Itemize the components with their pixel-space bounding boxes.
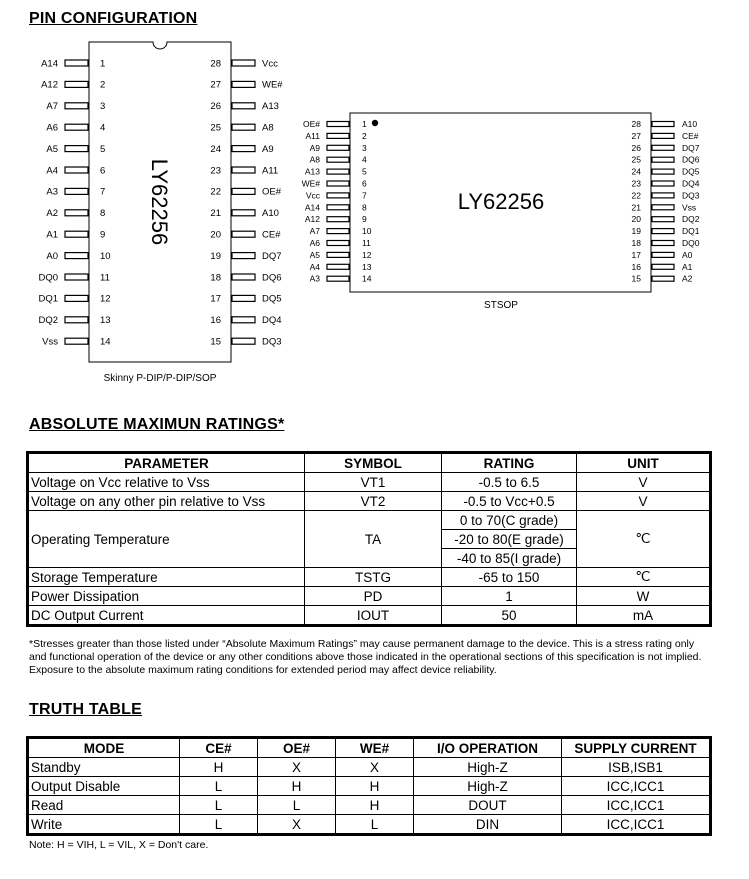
pin-lead (327, 276, 349, 281)
pin-lead (232, 231, 255, 237)
pin-name: A7 (46, 101, 58, 113)
col-oe: OE# (258, 738, 336, 758)
pin-name: A0 (46, 250, 58, 262)
stsop-caption: STSOP (484, 300, 518, 311)
pin-name: A14 (304, 202, 320, 213)
pin-number: 15 (631, 273, 641, 284)
pin-lead (327, 157, 349, 162)
ce-cell: L (180, 777, 258, 796)
pin-name: DQ2 (682, 214, 700, 225)
pin-number: 13 (100, 315, 111, 327)
rating-cell: -65 to 150 (442, 568, 577, 587)
we-cell: X (336, 758, 414, 777)
pin-name: A8 (262, 122, 274, 134)
pin-number: 14 (362, 273, 372, 284)
pin-lead (652, 145, 674, 150)
pin-number: 12 (100, 293, 111, 305)
pin-lead (652, 264, 674, 269)
pin-name: DQ4 (682, 178, 700, 189)
table-row (28, 777, 711, 796)
pin-number: 19 (631, 226, 641, 237)
table-row (28, 815, 711, 835)
pin-number: 24 (210, 143, 221, 155)
pin-lead (232, 210, 255, 216)
supply-cell: ICC,ICC1 (562, 796, 711, 815)
pin-lead (232, 295, 255, 301)
table-row (28, 758, 711, 777)
pin-name: OE# (302, 118, 320, 129)
pin-name: A10 (262, 208, 279, 220)
pin-lead (327, 193, 349, 198)
param-cell: Voltage on any other pin relative to Vss (28, 492, 305, 511)
ce-cell: H (180, 758, 258, 777)
symbol-cell: TSTG (305, 568, 442, 587)
pin-lead (652, 252, 674, 257)
table-row (28, 492, 711, 511)
pin-lead (652, 133, 674, 138)
mode-cell: Output Disable (28, 777, 180, 796)
pin-number: 21 (210, 208, 221, 220)
unit-cell: ℃ (577, 511, 711, 568)
pin-diagrams (0, 0, 749, 400)
pin-lead (652, 241, 674, 246)
pin-number: 11 (100, 272, 110, 284)
table-header-row (28, 738, 711, 758)
table-row (28, 473, 711, 492)
rating-cell: -0.5 to 6.5 (442, 473, 577, 492)
pin-lead (232, 338, 255, 344)
symbol-cell: TA (305, 511, 442, 568)
mode-cell: Standby (28, 758, 180, 777)
table-header-row (28, 453, 711, 473)
pin-lead (327, 145, 349, 150)
symbol-cell: PD (305, 587, 442, 606)
pin-name: A14 (41, 58, 58, 70)
we-cell: H (336, 796, 414, 815)
abs-ratings-heading: ABSOLUTE MAXIMUN RATINGS* (29, 416, 285, 433)
pin-number: 2 (362, 130, 367, 141)
pin-name: DQ1 (682, 226, 700, 237)
io-cell: DOUT (414, 796, 562, 815)
pin-number: 23 (210, 165, 221, 177)
ce-cell: L (180, 815, 258, 835)
param-cell: Operating Temperature (28, 511, 305, 568)
pin-number: 13 (362, 261, 372, 272)
pin-name: DQ4 (262, 315, 282, 327)
pin-number: 28 (631, 118, 641, 129)
rating-cell: 50 (442, 606, 577, 626)
pin-number: 7 (362, 190, 367, 201)
symbol-cell: VT2 (305, 492, 442, 511)
pin-number: 5 (362, 166, 367, 177)
oe-cell: L (258, 796, 336, 815)
pin-name: A2 (682, 273, 693, 284)
pin-name: A5 (309, 249, 320, 260)
col-parameter: PARAMETER (28, 453, 305, 473)
unit-cell: V (577, 492, 711, 511)
pin-name: DQ2 (38, 315, 58, 327)
abs-ratings-table (26, 451, 712, 627)
pin-number: 10 (362, 226, 372, 237)
pin-name: WE# (301, 178, 320, 189)
pin-name: A1 (46, 229, 58, 241)
pin-name: DQ7 (682, 142, 700, 153)
pin-lead (65, 188, 88, 194)
pin-number: 25 (210, 122, 221, 134)
col-supply-current: SUPPLY CURRENT (562, 738, 711, 758)
pin-number: 7 (100, 186, 106, 198)
stsop-chip-label: LY62256 (457, 189, 545, 214)
pin-name: DQ1 (38, 293, 58, 305)
pin-number: 2 (100, 79, 106, 91)
pin-lead (65, 210, 88, 216)
pin-lead (65, 124, 88, 130)
pin-number: 20 (631, 214, 641, 225)
pin-number: 26 (210, 101, 221, 113)
pin-name: Vcc (305, 190, 320, 201)
col-unit: UNIT (577, 453, 711, 473)
pin-lead (327, 217, 349, 222)
col-symbol: SYMBOL (305, 453, 442, 473)
pin-name: A12 (304, 214, 320, 225)
io-cell: DIN (414, 815, 562, 835)
pin-lead (65, 274, 88, 280)
col-rating: RATING (442, 453, 577, 473)
pin-name: A7 (309, 226, 320, 237)
pin-number: 16 (631, 261, 641, 272)
pin-name: Vss (682, 202, 697, 213)
pin-number: 3 (362, 142, 367, 153)
pin-number: 15 (210, 336, 221, 348)
symbol-cell: VT1 (305, 473, 442, 492)
pin-name: A9 (309, 142, 320, 153)
symbol-cell: IOUT (305, 606, 442, 626)
rating-cell: -20 to 80(E grade) (442, 530, 577, 549)
pin-name: OE# (262, 186, 282, 198)
pin-lead (232, 317, 255, 323)
pin-lead (65, 60, 88, 66)
unit-cell: ℃ (577, 568, 711, 587)
pin-name: DQ6 (682, 154, 700, 165)
pin-name: A5 (46, 143, 58, 155)
pin-number: 16 (210, 315, 221, 327)
pin-name: A8 (309, 154, 320, 165)
pin-lead (652, 217, 674, 222)
oe-cell: H (258, 777, 336, 796)
unit-cell: W (577, 587, 711, 606)
rating-cell: 1 (442, 587, 577, 606)
io-cell: High-Z (414, 777, 562, 796)
col-io-operation: I/O OPERATION (414, 738, 562, 758)
pin-lead (652, 122, 674, 127)
pin-number: 3 (100, 101, 106, 113)
param-cell: DC Output Current (28, 606, 305, 626)
pin-name: A4 (46, 165, 58, 177)
pin-name: DQ0 (682, 237, 700, 248)
pin-number: 12 (362, 249, 372, 260)
pin-lead (652, 193, 674, 198)
pin-lead (327, 241, 349, 246)
pin-name: A6 (46, 122, 58, 134)
pin-number: 28 (210, 58, 221, 70)
pin-name: A2 (46, 208, 58, 220)
pin-lead (327, 133, 349, 138)
pin1-marker (372, 120, 378, 126)
table-row (28, 587, 711, 606)
mode-cell: Read (28, 796, 180, 815)
pin-number: 22 (631, 190, 641, 201)
rating-cell: 0 to 70(C grade) (442, 511, 577, 530)
pin-name: A1 (682, 261, 693, 272)
pin-number: 27 (210, 79, 221, 91)
pin-name: A9 (262, 143, 274, 155)
pin-number: 14 (100, 336, 111, 348)
pin-number: 18 (631, 237, 641, 248)
pin-number: 24 (631, 166, 641, 177)
unit-cell: mA (577, 606, 711, 626)
param-cell: Storage Temperature (28, 568, 305, 587)
pin-lead (232, 146, 255, 152)
unit-cell: V (577, 473, 711, 492)
pin-lead (232, 81, 255, 87)
stsop-package (302, 113, 700, 311)
pin-number: 5 (100, 143, 106, 155)
pin-number: 19 (210, 250, 221, 262)
io-cell: High-Z (414, 758, 562, 777)
pin-lead (65, 317, 88, 323)
pin-lead (232, 167, 255, 173)
supply-cell: ISB,ISB1 (562, 758, 711, 777)
we-cell: L (336, 815, 414, 835)
supply-cell: ICC,ICC1 (562, 815, 711, 835)
truth-table (26, 736, 712, 836)
pin-number: 17 (631, 249, 641, 260)
rating-cell: -40 to 85(I grade) (442, 549, 577, 568)
pin-lead (327, 264, 349, 269)
dip-package (38, 42, 283, 384)
pin-number: 23 (631, 178, 641, 189)
pin-name: A0 (682, 249, 693, 260)
pin-name: A11 (262, 165, 279, 177)
pin-lead (65, 253, 88, 259)
pin-lead (65, 81, 88, 87)
we-cell: H (336, 777, 414, 796)
pin-name: DQ7 (262, 250, 282, 262)
pin-number: 25 (631, 154, 641, 165)
table-row (28, 511, 711, 530)
pin-name: CE# (262, 229, 281, 241)
pin-config-heading: PIN CONFIGURATION (29, 10, 198, 27)
pin-number: 8 (362, 202, 367, 213)
pin-lead (65, 338, 88, 344)
pin-name: DQ5 (262, 293, 282, 305)
pin-number: 17 (210, 293, 221, 305)
pin-lead (652, 276, 674, 281)
pin-name: A3 (46, 186, 58, 198)
pin-lead (232, 274, 255, 280)
table-row (28, 568, 711, 587)
pin-lead (65, 167, 88, 173)
pin-name: A6 (309, 237, 320, 248)
oe-cell: X (258, 815, 336, 835)
pin-lead (232, 60, 255, 66)
pin-lead (65, 146, 88, 152)
pin-number: 27 (631, 130, 641, 141)
pin-name: WE# (262, 79, 283, 91)
pin-name: A11 (305, 130, 320, 141)
pin-name: A10 (682, 118, 698, 129)
pin-name: A12 (41, 79, 58, 91)
pin-lead (652, 181, 674, 186)
pin-name: CE# (682, 130, 699, 141)
pin-number: 6 (100, 165, 106, 177)
col-ce: CE# (180, 738, 258, 758)
pin-number: 22 (210, 186, 221, 198)
ce-cell: L (180, 796, 258, 815)
pin-name: A13 (262, 101, 279, 113)
pin-number: 6 (362, 178, 367, 189)
pin-name: DQ3 (262, 336, 282, 348)
pin-number: 4 (362, 154, 367, 165)
pin-number: 9 (362, 214, 367, 225)
pin-name: DQ6 (262, 272, 282, 284)
pin-lead (65, 231, 88, 237)
pin-lead (65, 103, 88, 109)
pin-name: DQ0 (38, 272, 58, 284)
pin-name: A4 (309, 261, 320, 272)
supply-cell: ICC,ICC1 (562, 777, 711, 796)
truth-table-note: Note: H = VIH, L = VIL, X = Don't care. (29, 839, 209, 851)
pin-lead (65, 295, 88, 301)
pin-lead (327, 122, 349, 127)
pin-number: 1 (362, 118, 367, 129)
pin-number: 18 (210, 272, 221, 284)
pin-lead (232, 103, 255, 109)
col-we: WE# (336, 738, 414, 758)
oe-cell: X (258, 758, 336, 777)
pin-number: 9 (100, 229, 106, 241)
pin-name: A13 (304, 166, 320, 177)
pin-lead (232, 188, 255, 194)
pin-name: A3 (309, 273, 320, 284)
pin-lead (327, 252, 349, 257)
param-cell: Voltage on Vcc relative to Vss (28, 473, 305, 492)
pin-lead (327, 181, 349, 186)
pin-number: 4 (100, 122, 106, 134)
pin-number: 21 (631, 202, 641, 213)
dip-chip-label: LY62256 (147, 158, 172, 246)
param-cell: Power Dissipation (28, 587, 305, 606)
col-mode: MODE (28, 738, 180, 758)
pin-lead (652, 169, 674, 174)
pin-lead (232, 253, 255, 259)
pin-number: 1 (100, 58, 106, 70)
pin-lead (232, 124, 255, 130)
pin-name: Vcc (262, 58, 278, 70)
rating-cell: -0.5 to Vcc+0.5 (442, 492, 577, 511)
pin-name: DQ3 (682, 190, 700, 201)
pin-number: 10 (100, 250, 111, 262)
dip-caption: Skinny P-DIP/P-DIP/SOP (103, 373, 217, 384)
pin-lead (327, 229, 349, 234)
truth-table-heading: TRUTH TABLE (29, 701, 142, 718)
pin-lead (652, 205, 674, 210)
pin-number: 26 (631, 142, 641, 153)
pin-number: 8 (100, 208, 106, 220)
table-row (28, 606, 711, 626)
pin-name: Vss (42, 336, 58, 348)
pin-number: 20 (210, 229, 221, 241)
ratings-footnote: *Stresses greater than those listed under “Absolute Maximum Ratings” may cause permanent damage to the device. This is a stress rating only and functional operation of the device or any other conditions above those indicated in the operational sections of this specification is not implied. Exposure to the absolute maximum rating conditions for extended period may affect device reliability. (29, 638, 702, 676)
mode-cell: Write (28, 815, 180, 835)
pin-lead (652, 229, 674, 234)
pin-name: DQ5 (682, 166, 700, 177)
pin-number: 11 (362, 237, 371, 248)
pin-lead (652, 157, 674, 162)
pin-lead (327, 169, 349, 174)
pin-lead (327, 205, 349, 210)
table-row (28, 796, 711, 815)
